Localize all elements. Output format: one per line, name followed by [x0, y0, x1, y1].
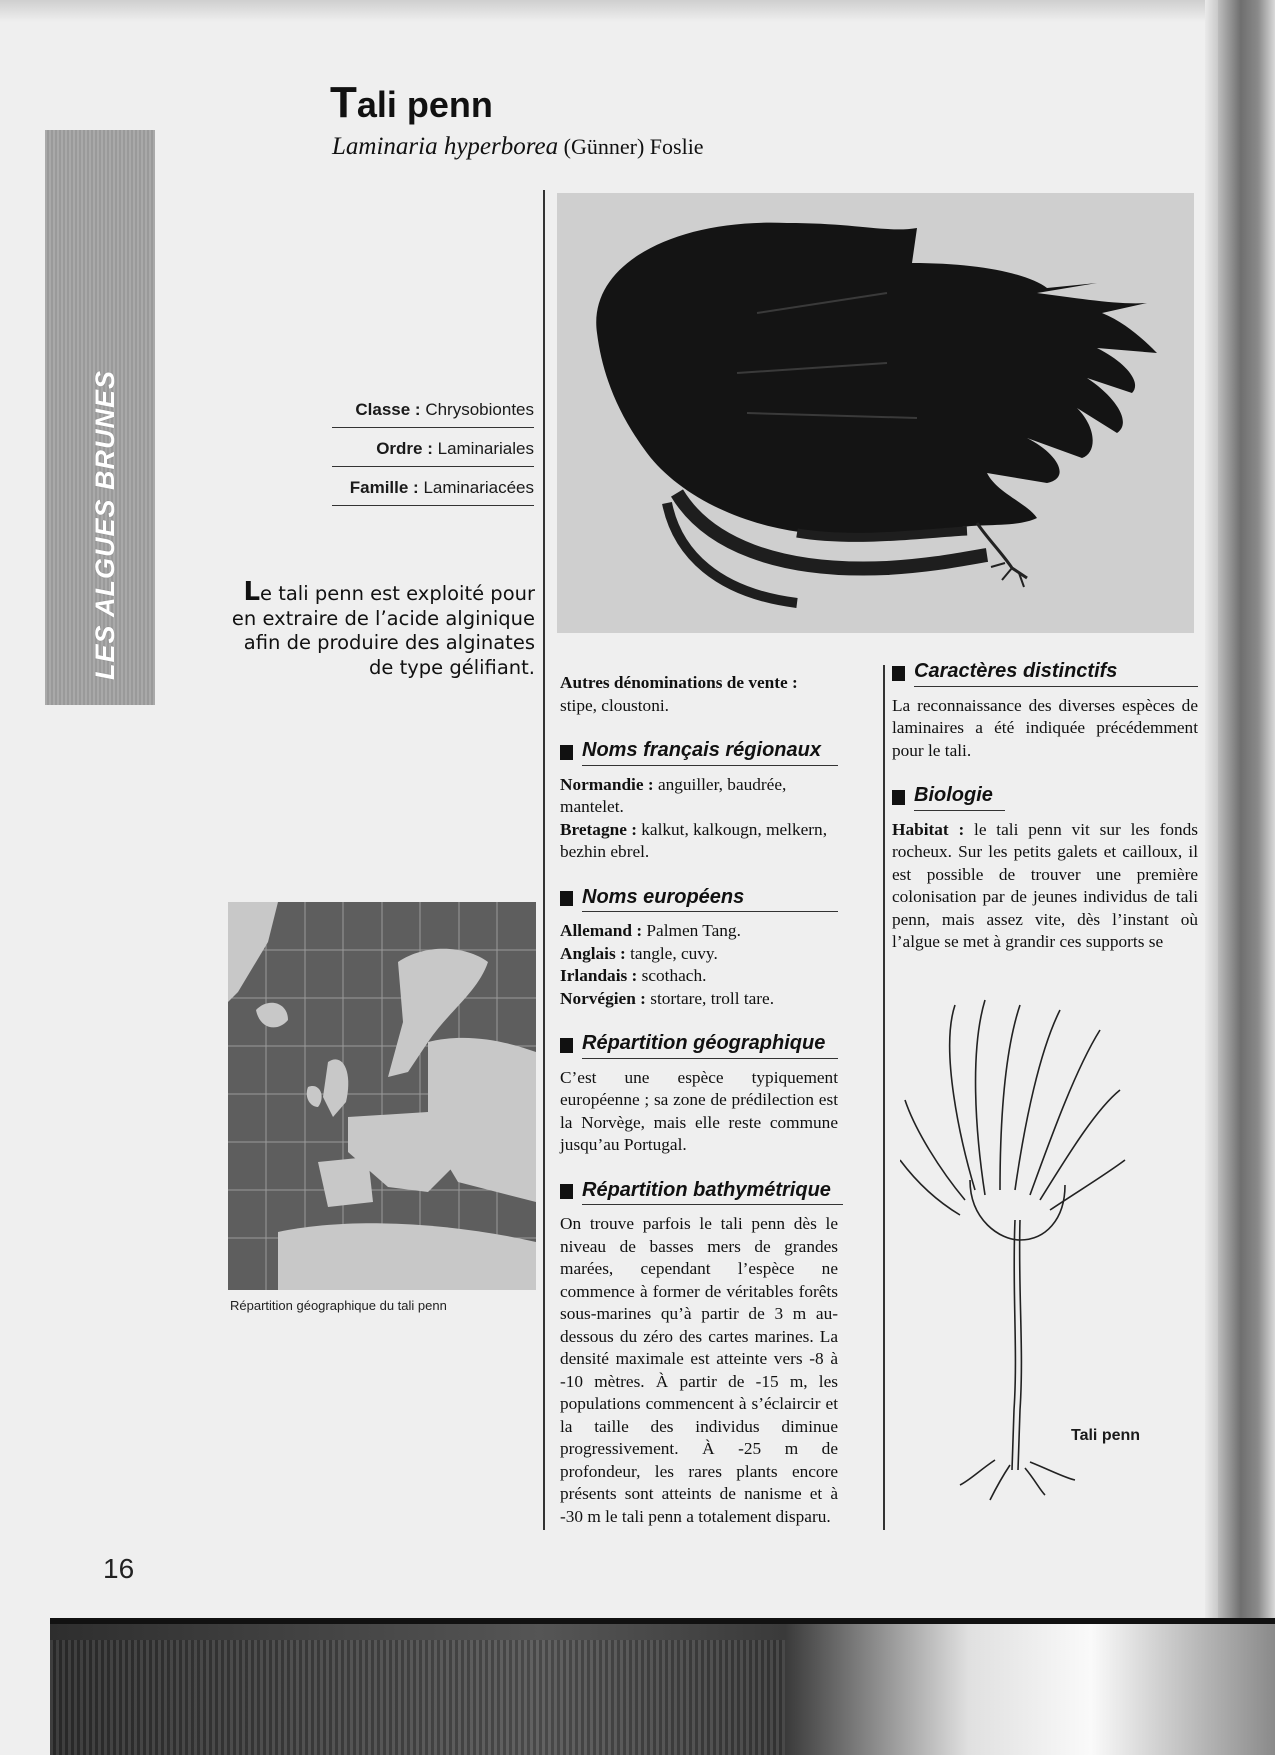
intro-text: e tali penn est exploité pour en extraire de l’acide alginique afin de produire des alginates de type gélifiant. — [231, 582, 535, 679]
geo-text: C’est une espèce typiquement européenne ; sa zone de prédilection est la Norvège, mais elle reste commune jusqu’au Portugal. — [560, 1067, 838, 1154]
intro-initial: L — [243, 577, 261, 607]
language-value: Palmen Tang. — [646, 921, 741, 940]
square-bullet-icon — [560, 1038, 573, 1053]
other-names-label: Autres dénominations de vente : — [560, 673, 798, 692]
section-title-regional: Noms français régionaux — [582, 739, 838, 766]
habitat-text: le tali penn vit sur les fonds rocheux. Sur les petits galets et cailloux, il est possible de trouver une première colonisation par de jeunes individus de tali penn, mais assez vite, dès l’instant où l’algue se met à grandir ces supports se — [892, 819, 1198, 951]
language-key: Anglais : — [560, 943, 626, 963]
language-key: Allemand : — [560, 921, 643, 940]
regional-names — [560, 774, 838, 864]
square-bullet-icon — [560, 891, 573, 906]
language-key: Norvégien : — [560, 988, 646, 1008]
title-initial: T — [330, 78, 357, 127]
classification-block — [332, 396, 534, 513]
title-rest: ali penn — [356, 84, 493, 125]
region-value: anguiller, baudrée, mantelet. — [560, 774, 787, 816]
author-name: (Günner) Foslie — [563, 134, 704, 159]
language-value: tangle, cuvy. — [630, 943, 718, 963]
alga-photo — [557, 193, 1194, 633]
classification-key: Famille : — [349, 478, 419, 497]
other-names — [560, 672, 838, 717]
section-title-european: Noms européens — [582, 886, 838, 913]
classification-key: Classe : — [355, 400, 421, 419]
square-bullet-icon — [560, 745, 573, 760]
region-key: Bretagne : — [560, 819, 637, 839]
other-names-value: stipe, cloustoni. — [560, 695, 669, 715]
language-value: stortare, troll tare. — [650, 988, 775, 1008]
distribution-map — [228, 902, 536, 1290]
europe-map-image — [228, 902, 536, 1290]
classification-row — [332, 474, 534, 506]
column-rule-left — [543, 190, 545, 1530]
classification-row — [332, 396, 534, 428]
category-label: LES ALGUES BRUNES — [90, 369, 120, 680]
bathy-text: On trouve parfois le tali penn dès le niveau de basses mers de grandes marées, cependant l’espèce ne commence à former de véritables forêts sous-marines qu’à partir de 3 m au-dessous du zéro des cartes marines. La densité maximale est atteinte vers -8 à -10 mètres. À partir de -15 m, les populations commencent à s’éclaircir et la taille des individus diminue progressivement. À -25 m de profondeur, les rares plants encore présents sont atteints de nanisme et à -30 m le tali penn a totalement disparu. — [560, 1214, 838, 1526]
language-value: scothach. — [641, 966, 707, 985]
scan-right-edge — [1218, 0, 1275, 1755]
section-heading — [560, 1032, 838, 1059]
region-value: kalkut, kalkougn, melkern, bezhin ebrel. — [560, 819, 828, 861]
classification-row — [332, 435, 534, 467]
distinct-text: La reconnaissance des diverses espèces de laminaires a été indiquée précédemment pour le tali. — [892, 695, 1198, 760]
right-column — [892, 645, 1198, 954]
middle-column — [560, 672, 838, 1528]
map-caption: Répartition géographique du tali penn — [230, 1298, 447, 1313]
illustration-label: Tali penn — [1071, 1427, 1141, 1444]
section-title-biology: Biologie — [914, 784, 1005, 811]
page-gutter-shadow — [1205, 0, 1218, 1620]
section-heading — [892, 784, 1198, 811]
scan-top-edge — [0, 0, 1275, 22]
region-key: Normandie : — [560, 774, 654, 794]
habitat-key: Habitat : — [892, 819, 965, 839]
european-names — [560, 920, 838, 1010]
section-title-bathy: Répartition bathymétrique — [582, 1179, 843, 1206]
biology-text — [892, 819, 1198, 954]
scientific-name — [332, 133, 704, 161]
latin-name: Laminaria hyperborea — [332, 133, 559, 160]
alga-photo-image — [557, 193, 1194, 633]
section-heading — [892, 660, 1198, 687]
square-bullet-icon — [892, 666, 905, 681]
scan-bottom-band — [50, 1618, 1275, 1755]
page-title — [330, 78, 493, 128]
classification-value: Laminariales — [437, 439, 534, 458]
section-heading — [560, 739, 838, 766]
section-heading — [560, 886, 838, 913]
language-key: Irlandais : — [560, 966, 638, 985]
classification-key: Ordre : — [376, 439, 433, 458]
page-number: 16 — [103, 1553, 135, 1584]
section-title-geo: Répartition géographique — [582, 1032, 838, 1059]
square-bullet-icon — [892, 790, 905, 805]
square-bullet-icon — [560, 1184, 573, 1199]
section-heading — [560, 1179, 838, 1206]
section-title-distinct: Caractères distinctifs — [914, 660, 1198, 687]
intro-paragraph — [225, 577, 535, 680]
classification-value: Chrysobiontes — [425, 400, 534, 419]
classification-value: Laminariacées — [423, 478, 534, 497]
column-rule-right — [883, 665, 885, 1530]
